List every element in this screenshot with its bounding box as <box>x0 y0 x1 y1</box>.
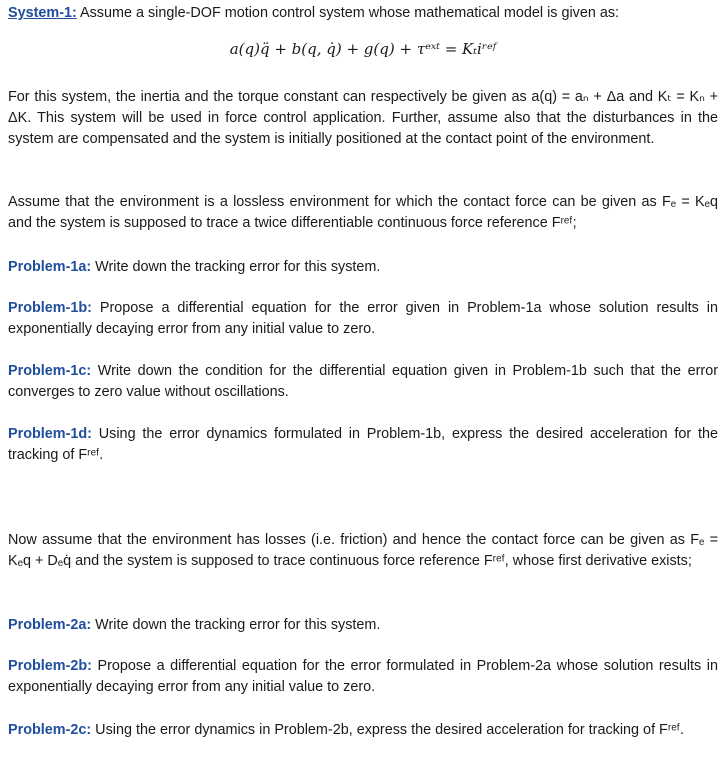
system1-paragraph-1: For this system, the inertia and the torque constant can respectively be given as a(q) = aₙ + Δa and Kₜ = Kₙ + ΔK. This system will be used in force control application. Further, assume also that the disturbances in the system are compensated and the system is initially positioned at the contact point of the environment. <box>8 89 718 147</box>
problem-1b <box>8 298 718 340</box>
system1-intro-text: Assume a single-DOF motion control system whose mathematical model is given as: <box>76 5 620 21</box>
problem-2b-label: Problem-2b: <box>8 658 92 674</box>
problem-1b-text: Propose a differential equation for the error given in Problem-1a whose solution results in exponentially decaying error from any initial value to zero. <box>8 300 718 337</box>
problem-2c <box>8 720 718 741</box>
problem-1b-label: Problem-1b: <box>8 300 92 316</box>
problem-1a-label: Problem-1a: <box>8 259 92 275</box>
problem-1d-text: Using the error dynamics formulated in Problem-1b, express the desired acceleration for the tracking of Fʳᵉᶠ. <box>8 426 718 463</box>
system1-paragraph-2: Assume that the environment is a lossless environment for which the contact force can be given as Fₑ = Kₑq and the system is supposed to trace a twice differentiable continuous force reference Fʳᵉᶠ; <box>8 194 718 231</box>
system1-intro <box>8 3 718 24</box>
problem-1d <box>8 424 718 466</box>
problem-1a-text: Write down the tracking error for this system. <box>91 259 381 275</box>
problem-2c-label: Problem-2c: <box>8 722 92 738</box>
problem-2a <box>8 615 718 636</box>
problem-1c-label: Problem-1c: <box>8 363 92 379</box>
problem-2a-text: Write down the tracking error for this system. <box>91 617 381 633</box>
problem-1c <box>8 361 718 403</box>
system1-label: System-1: <box>8 5 77 21</box>
problem-2b <box>8 656 718 698</box>
problem-2c-text: Using the error dynamics in Problem-2b, express the desired acceleration for tracking of Fʳᵉᶠ. <box>91 722 684 738</box>
system2-paragraph-1: Now assume that the environment has losses (i.e. friction) and hence the contact force can be given as Fₑ = Kₑq + Dₑq̇ and the system is supposed to trace continuous force reference Fʳᵉᶠ, whose first derivative exists; <box>8 532 718 569</box>
problem-1a <box>8 257 718 278</box>
problem-1c-text: Write down the condition for the differential equation given in Problem-1b such that the error converges to zero value without oscillations. <box>8 363 718 400</box>
problem-2b-text: Propose a differential equation for the error formulated in Problem-2a whose solution results in exponentially decaying error from any initial value to zero. <box>8 658 718 695</box>
problem-2a-label: Problem-2a: <box>8 617 92 633</box>
system1-equation: a(q)q̈ + b(q, q̇) + g(q) + τᵉˣᵗ = Kₜiʳᵉᶠ <box>229 40 497 58</box>
problem-1d-label: Problem-1d: <box>8 426 92 442</box>
